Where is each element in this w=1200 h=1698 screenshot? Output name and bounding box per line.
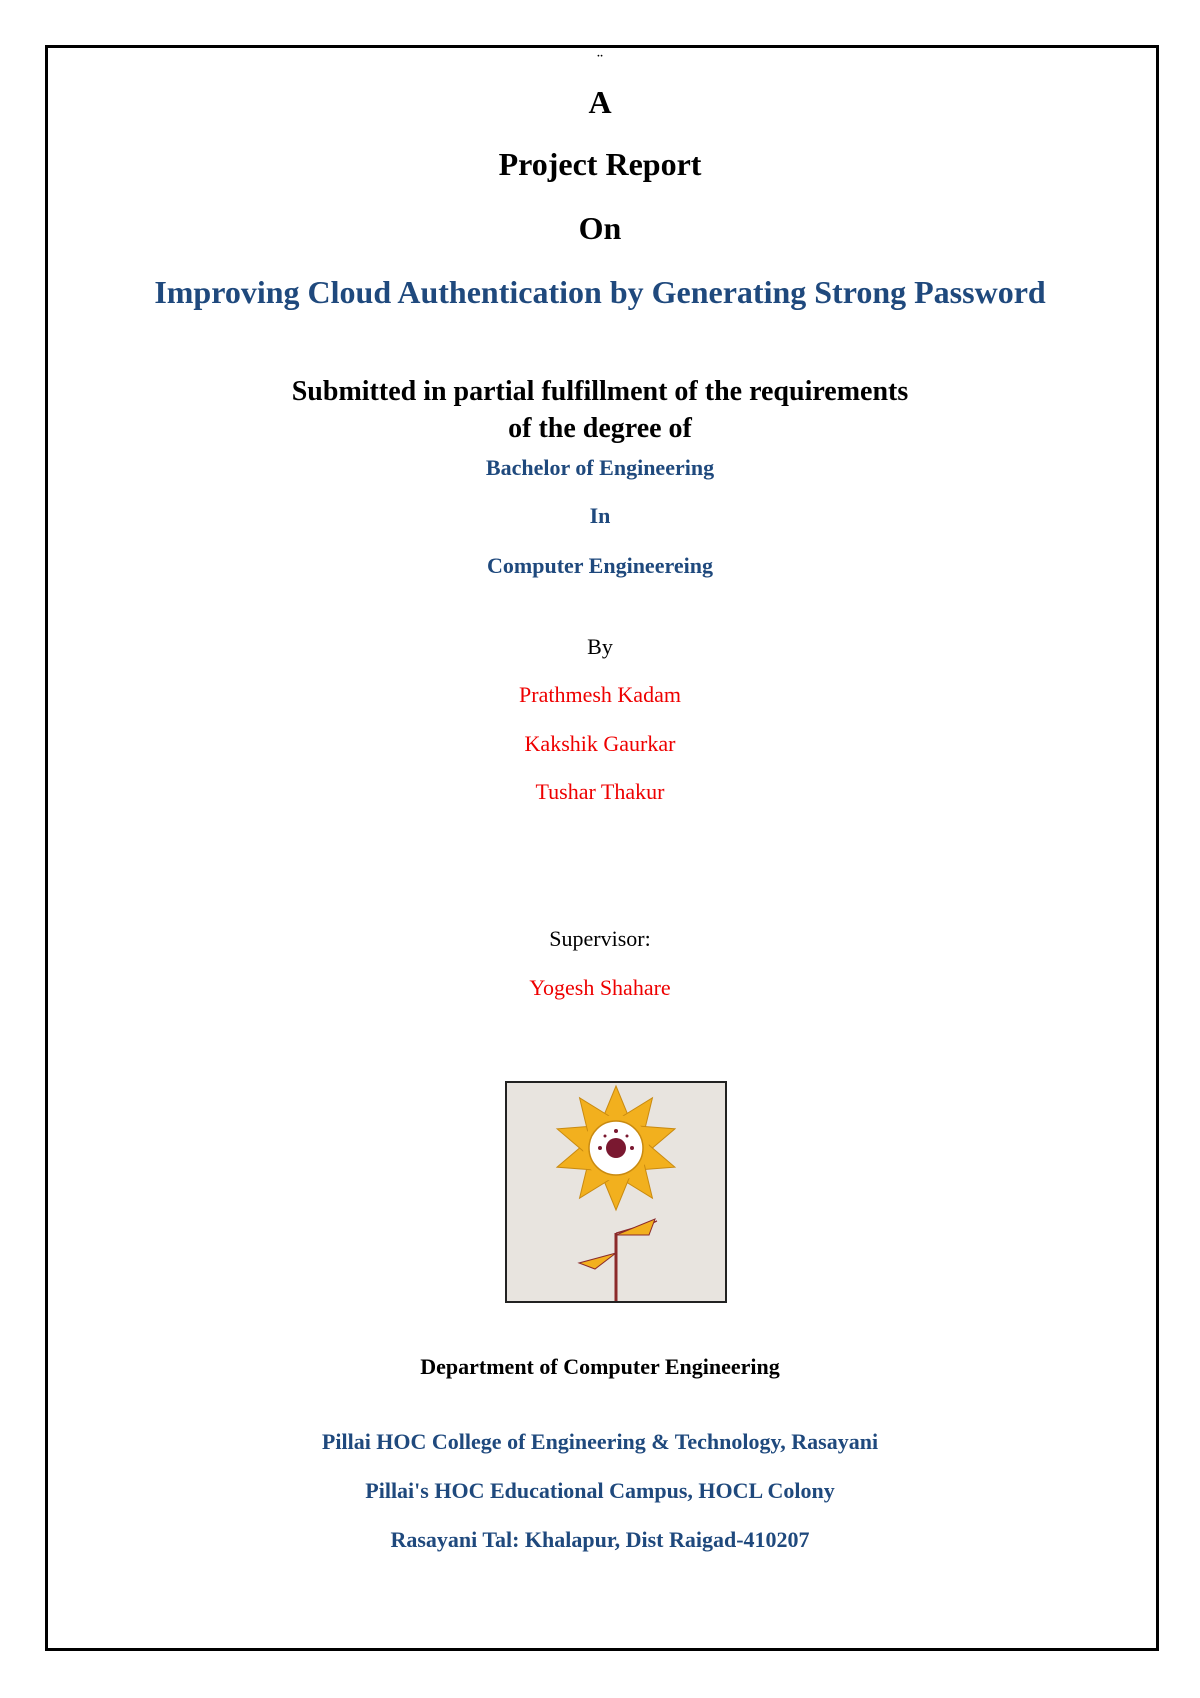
supervisor-name: Yogesh Shahare <box>529 975 671 1000</box>
degree-in: In <box>589 503 611 528</box>
author-name: Prathmesh Kadam <box>519 682 681 707</box>
author-name: Tushar Thakur <box>535 779 665 804</box>
submission-line-1: Submitted in partial fulfillment of the requirements <box>291 376 909 407</box>
by-label: By <box>587 634 613 659</box>
report-title: Improving Cloud Authentication by Generating Strong Password <box>154 274 1046 310</box>
heading-on: On <box>578 210 622 246</box>
sunflower-logo-icon <box>505 1081 727 1303</box>
submission-line-2: of the degree of <box>508 413 692 444</box>
department-name: Department of Computer Engineering <box>420 1354 780 1379</box>
author-name: Kakshik Gaurkar <box>524 731 676 756</box>
campus-name: Pillai's HOC Educational Campus, HOCL Colony <box>365 1478 835 1503</box>
college-address: Rasayani Tal: Khalapur, Dist Raigad-410207 <box>390 1527 810 1552</box>
college-name: Pillai HOC College of Engineering & Technology, Rasayani <box>321 1429 879 1454</box>
heading-project-report: Project Report <box>498 146 702 182</box>
heading-a: A <box>588 84 612 120</box>
degree-name: Bachelor of Engineering <box>485 455 715 480</box>
top-mark: ¨ <box>597 50 603 70</box>
supervisor-label: Supervisor: <box>549 926 651 951</box>
branch-name: Computer Engineereing <box>487 553 713 578</box>
